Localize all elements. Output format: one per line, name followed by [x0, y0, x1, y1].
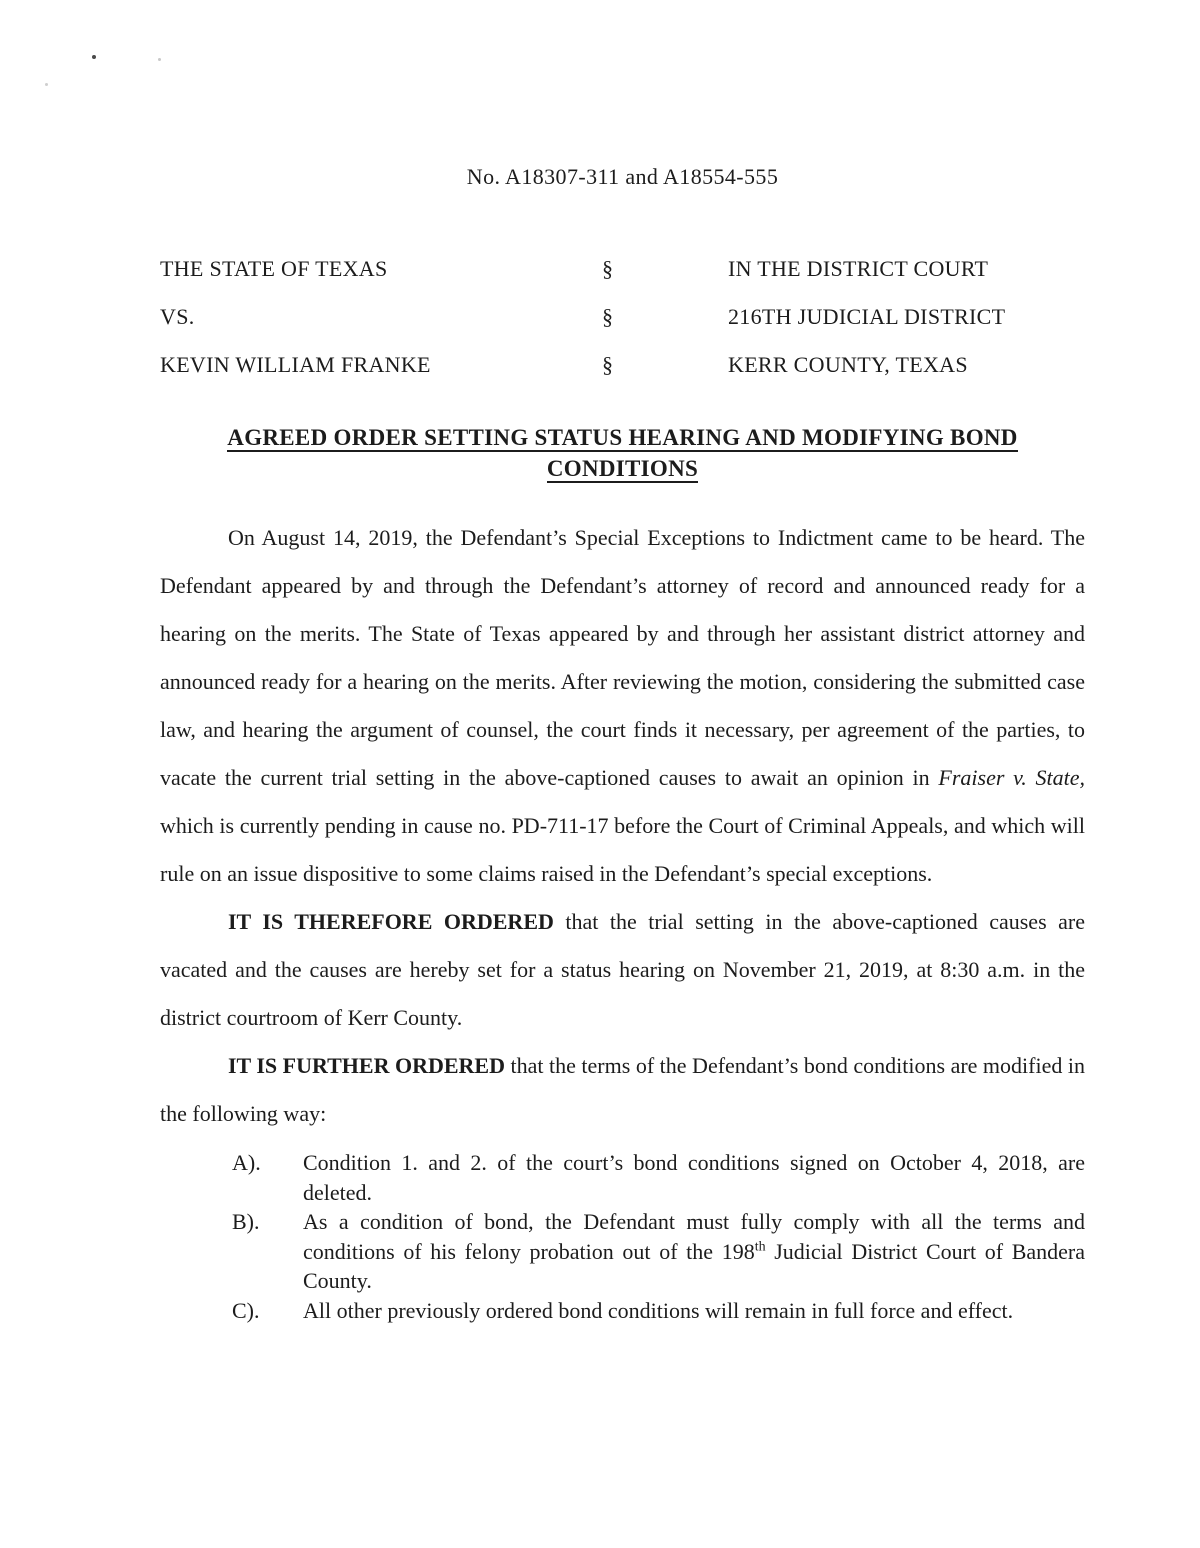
bond-conditions-list [160, 1148, 1085, 1325]
case-citation: Fraiser v. State, [938, 765, 1085, 790]
caption-court-right: 216TH JUDICIAL DISTRICT [728, 304, 1006, 329]
ordered-lead-in: IT IS THEREFORE ORDERED [228, 909, 554, 934]
caption-party-left: THE STATE OF TEXAS [160, 256, 388, 281]
document-content [160, 0, 1085, 1325]
order-title-line-2: CONDITIONS [546, 456, 699, 481]
caption-row [160, 352, 1085, 378]
caption-court-right: KERR COUNTY, TEXAS [728, 352, 968, 377]
condition-label: A). [232, 1150, 261, 1175]
order-title [160, 422, 1085, 484]
paragraph-text: which is currently pending in cause no. PD-711-17 before the Court of Criminal Appeals, and which will rule on an issue dispositive to some claims raised in the Defendant’s special exceptions. [160, 813, 1085, 886]
ordinal-suffix: th [754, 1239, 766, 1255]
paragraph-text: On August 14, 2019, the Defendant’s Special Exceptions to Indictment came to be heard. The Defendant appeared by and through the Defendant’s attorney of record and announced ready for a hearing on the merits. The State of Texas appeared by and through her assistant district attorney and announced ready for a hearing on the merits. After reviewing the motion, considering the submitted case law, and hearing the argument of counsel, the court finds it necessary, per agreement of the parties, to vacate the current trial setting in the above-captioned causes to await an opinion in [160, 525, 1085, 790]
caption-party-left: KEVIN WILLIAM FRANKE [160, 352, 431, 377]
caption-court-right: IN THE DISTRICT COURT [728, 256, 989, 281]
caption-party-left: VS. [160, 304, 195, 329]
paragraph-text: that the terms of the Defendant’s bond conditions are modified in the following way: [160, 1053, 1085, 1126]
section-symbol: § [602, 304, 614, 329]
paragraph-findings [160, 514, 1085, 898]
condition-item-c [160, 1296, 1085, 1326]
scan-speck [92, 55, 96, 59]
condition-label: B). [232, 1209, 260, 1234]
condition-item-b [160, 1207, 1085, 1296]
section-symbol: § [602, 352, 614, 377]
condition-item-a [160, 1148, 1085, 1207]
condition-text: Condition 1. and 2. of the court’s bond conditions signed on October 4, 2018, are deleted. [303, 1150, 1085, 1205]
paragraph-ordered-bond-modified [160, 1042, 1085, 1138]
condition-text: Judicial District Court of Bandera County. [303, 1238, 1085, 1293]
condition-text: As a condition of bond, the Defendant must fully comply with all the terms and conditions of his felony probation out of the 198 [303, 1209, 1085, 1264]
condition-text: All other previously ordered bond conditions will remain in full force and effect. [303, 1297, 1014, 1323]
ordered-lead-in: IT IS FURTHER ORDERED [228, 1053, 505, 1078]
condition-label: C). [232, 1297, 260, 1323]
scan-speck [45, 83, 48, 86]
order-title-line-1: AGREED ORDER SETTING STATUS HEARING AND MODIFYING BOND [227, 425, 1018, 450]
paragraph-ordered-status-hearing [160, 898, 1085, 1042]
section-symbol: § [602, 256, 614, 281]
case-caption [160, 256, 1085, 378]
paragraph-text: that the trial setting in the above-captioned causes are vacated and the causes are hereby set for a status hearing on November 21, 2019, at 8:30 a.m. in the district courtroom of Kerr County. [160, 909, 1085, 1030]
case-number: No. A18307-311 and A18554-555 [466, 164, 779, 189]
caption-row [160, 304, 1085, 330]
caption-row [160, 256, 1085, 282]
